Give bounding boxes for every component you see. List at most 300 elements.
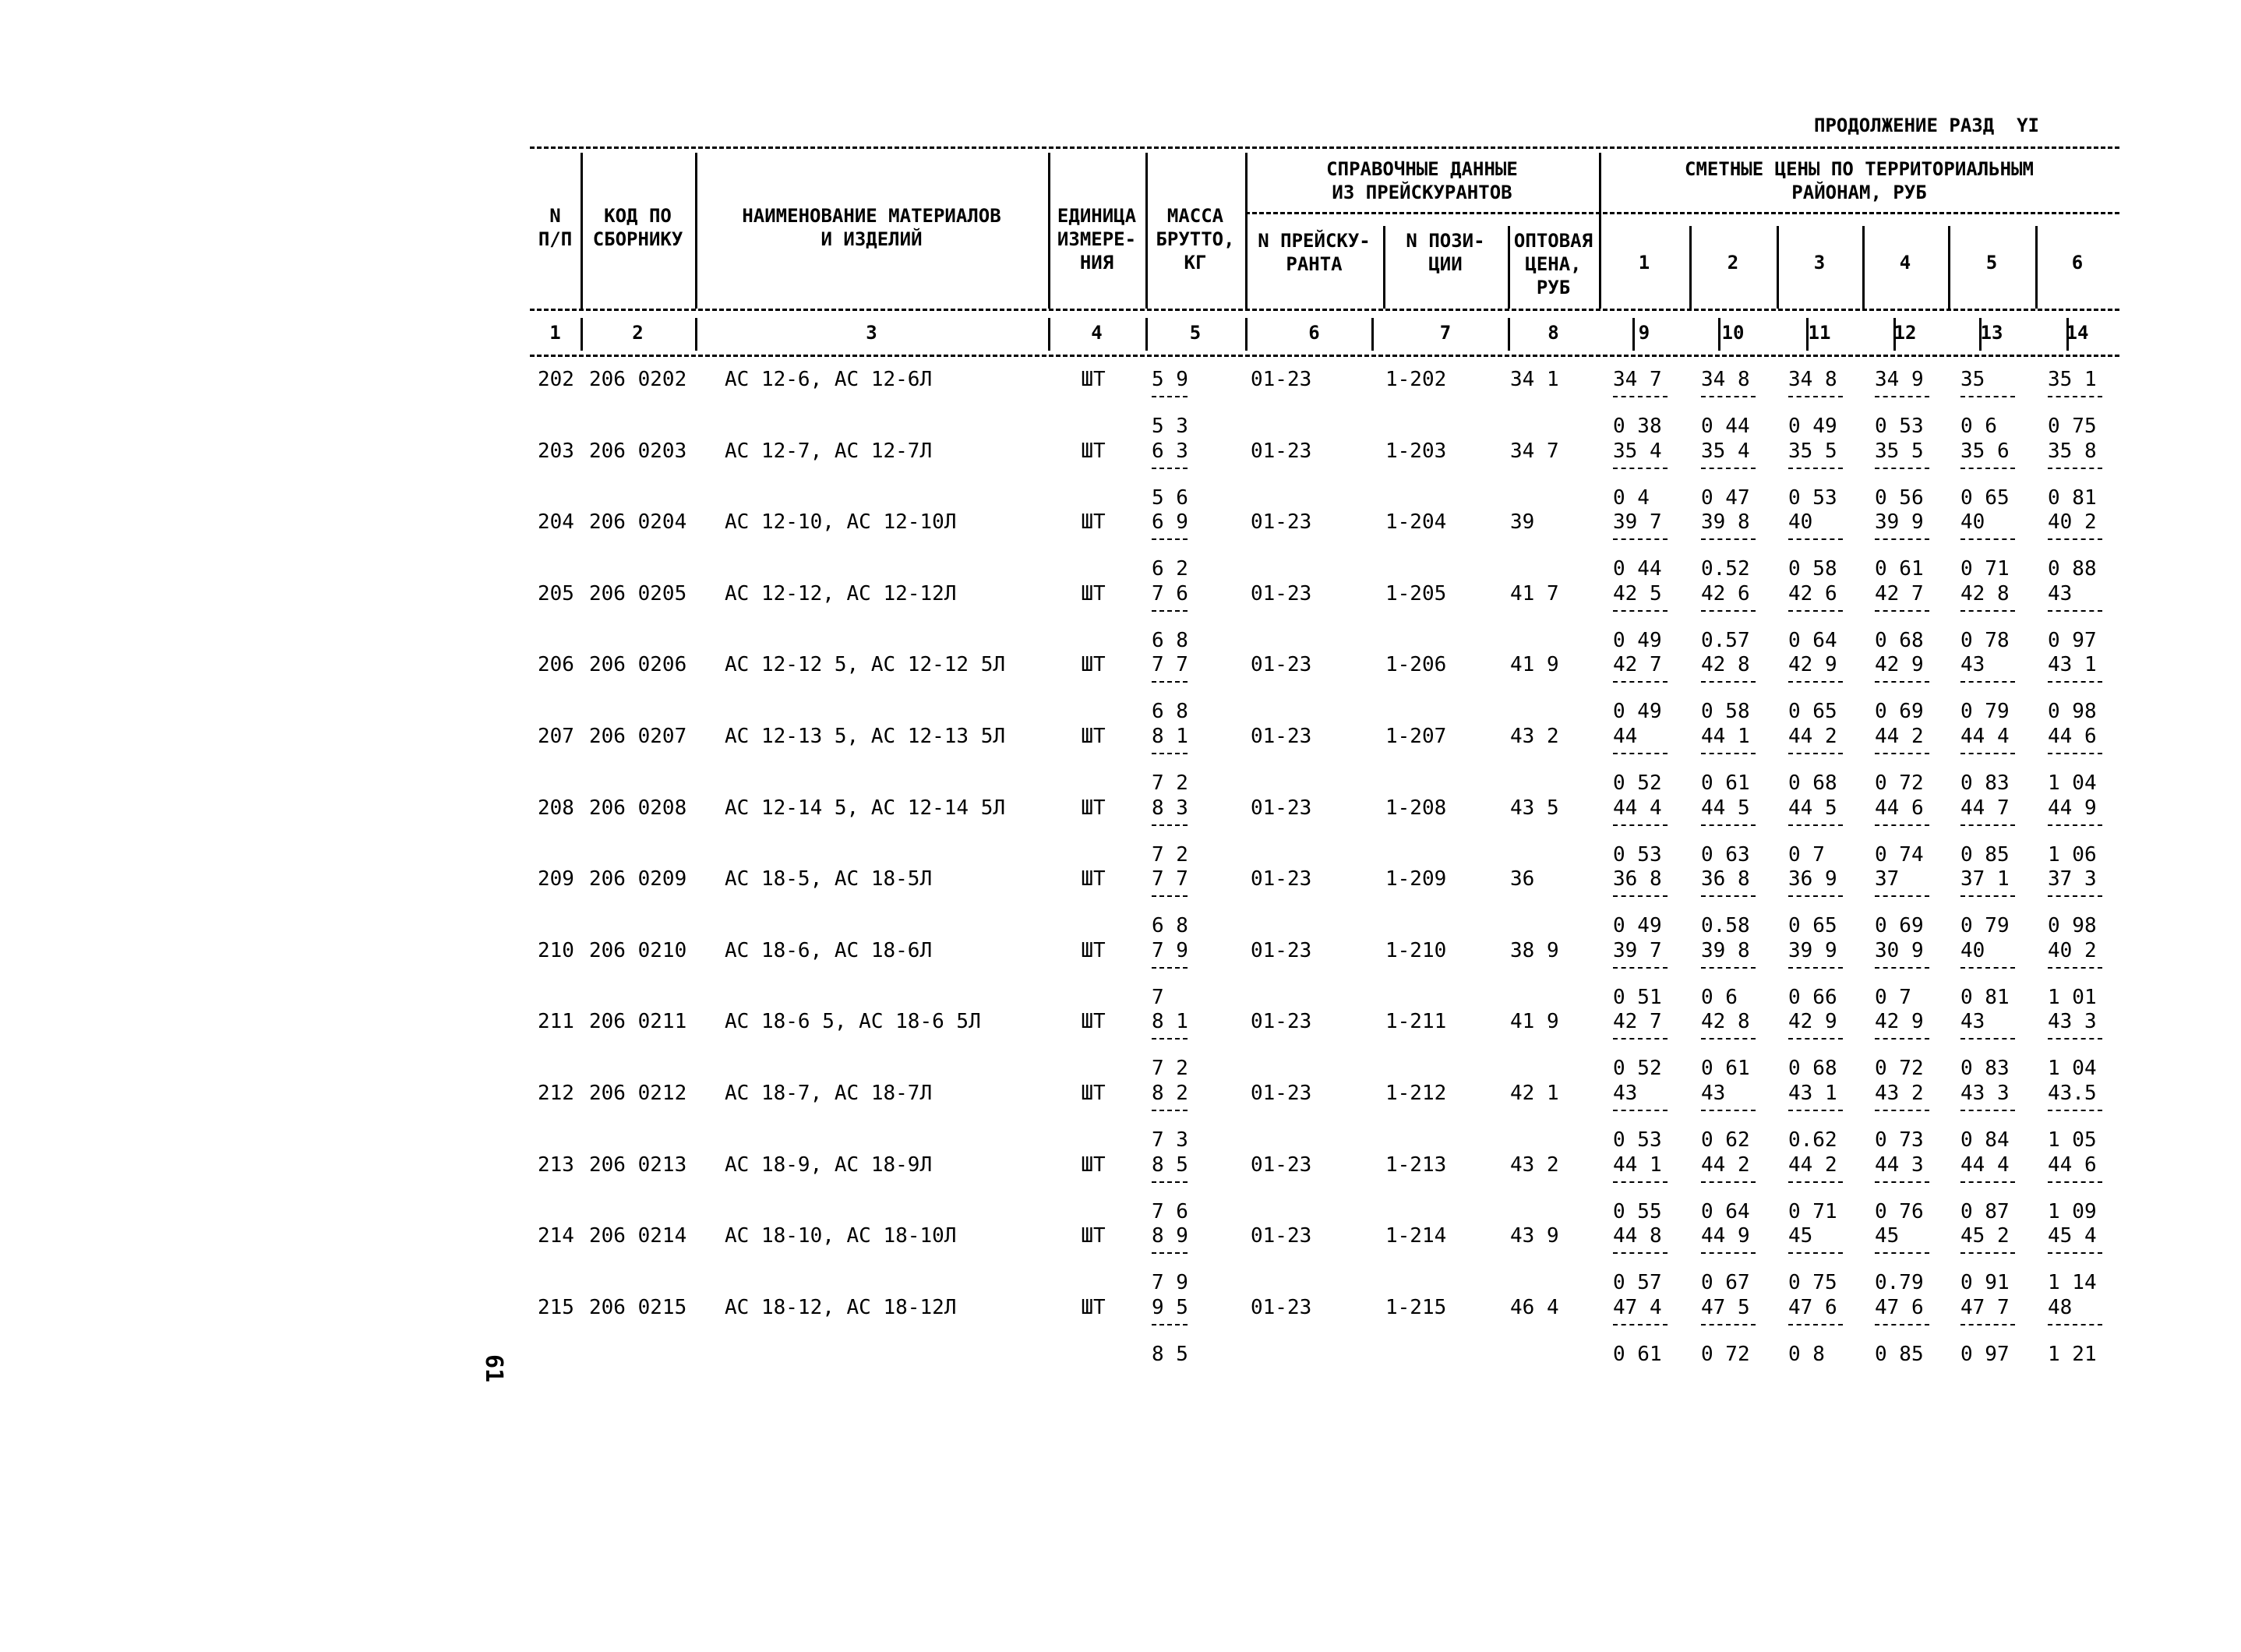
region-4-divider	[1875, 681, 1929, 683]
pricelist-number: 01-23	[1251, 939, 1312, 962]
material-code: 206 0203	[589, 439, 687, 463]
material-name: АС 12-7, АС 12-7Л	[725, 439, 933, 463]
gross-mass: 7 9	[1152, 939, 1188, 962]
region-5-supplement: 0 78	[1960, 629, 2010, 652]
material-name: АС 18-12, АС 18-12Л	[725, 1296, 957, 1319]
region-3-price: 43 1	[1788, 1082, 1837, 1105]
region-2-divider	[1701, 1038, 1756, 1040]
region-4-supplement: 0.79	[1875, 1271, 1924, 1294]
region-1-divider	[1613, 824, 1668, 826]
region-3-supplement: 0 58	[1788, 557, 1837, 581]
region-4-price: 39 9	[1875, 510, 1924, 534]
region-1-price: 47 4	[1613, 1296, 1662, 1319]
unit: ШТ	[1081, 439, 1106, 463]
unit: ШТ	[1081, 867, 1106, 891]
col-header-region-1: 1	[1638, 252, 1650, 274]
region-2-supplement: 0 62	[1701, 1128, 1750, 1152]
region-4-price: 44 3	[1875, 1153, 1924, 1177]
column-number-11: 11	[1808, 322, 1831, 344]
column-number-14: 14	[2066, 322, 2089, 344]
region-2-price: 36 8	[1701, 867, 1750, 891]
region-2-price: 44 5	[1701, 796, 1750, 820]
region-3-divider	[1788, 1252, 1843, 1254]
mass-secondary: 7	[1152, 986, 1164, 1009]
region-6-supplement: 1 09	[2048, 1200, 2097, 1223]
material-code: 206 0211	[589, 1010, 687, 1033]
wholesale-price: 43 2	[1510, 725, 1559, 748]
region-3-price: 39 9	[1788, 939, 1837, 962]
region-6-supplement: 1 21	[2048, 1343, 2097, 1366]
region-2-price: 34 8	[1701, 368, 1750, 391]
mass-divider	[1152, 1181, 1188, 1183]
col-header-unit: ЕДИНИЦА ИЗМЕРЕ- НИЯ	[1057, 205, 1137, 274]
unit: ШТ	[1081, 939, 1106, 962]
region-1-divider	[1613, 1038, 1668, 1040]
pricelist-number: 01-23	[1251, 582, 1312, 605]
material-code: 206 0207	[589, 725, 687, 748]
region-5-supplement: 0 79	[1960, 700, 2010, 723]
region-2-divider	[1701, 681, 1756, 683]
region-6-supplement: 0 98	[2048, 700, 2097, 723]
region-1-supplement: 0 49	[1613, 700, 1662, 723]
unit: ШТ	[1081, 1153, 1106, 1177]
region-3-supplement: 0 53	[1788, 486, 1837, 510]
unit: ШТ	[1081, 1010, 1106, 1033]
wholesale-price: 42 1	[1510, 1082, 1559, 1105]
region-2-supplement: 0.58	[1701, 914, 1750, 937]
region-2-supplement: 0 47	[1701, 486, 1750, 510]
region-2-supplement: 0 72	[1701, 1343, 1750, 1366]
region-6-supplement: 1 04	[2048, 771, 2097, 795]
region-1-supplement: 0 55	[1613, 1200, 1662, 1223]
position-number: 1-204	[1385, 510, 1447, 534]
wholesale-price: 34 1	[1510, 368, 1559, 391]
material-name: АС 12-6, АС 12-6Л	[725, 368, 933, 391]
gross-mass: 8 1	[1152, 725, 1188, 748]
region-6-price: 40 2	[2048, 939, 2097, 962]
material-name: АС 12-12 5, АС 12-12 5Л	[725, 653, 1006, 676]
region-3-divider	[1788, 1110, 1843, 1111]
gross-mass: 7 6	[1152, 582, 1188, 605]
col-header-prices-group: СМЕТНЫЕ ЦЕНЫ ПО ТЕРРИТОРИАЛЬНЫМ РАЙОНАМ, РУБ	[1685, 158, 2034, 203]
pricelist-number: 01-23	[1251, 1082, 1312, 1105]
position-number: 1-212	[1385, 1082, 1447, 1105]
region-5-supplement: 0 91	[1960, 1271, 2010, 1294]
region-1-divider	[1613, 1181, 1668, 1183]
col-header-name: НАИМЕНОВАНИЕ МАТЕРИАЛОВ И ИЗДЕЛИЙ	[742, 205, 1001, 250]
region-2-divider	[1701, 895, 1756, 897]
material-code: 206 0208	[589, 796, 687, 820]
pricelist-number: 01-23	[1251, 1010, 1312, 1033]
region-5-supplement: 0 83	[1960, 1057, 2010, 1080]
position-number: 1-203	[1385, 439, 1447, 463]
mass-secondary: 5 3	[1152, 415, 1188, 438]
region-5-price: 42 8	[1960, 582, 2010, 605]
region-6-divider	[2048, 396, 2102, 397]
region-4-price: 42 9	[1875, 653, 1924, 676]
gross-mass: 5 9	[1152, 368, 1188, 391]
region-6-divider	[2048, 1324, 2102, 1325]
region-1-divider	[1613, 538, 1668, 540]
col-header-code: КОД ПО СБОРНИКУ	[592, 205, 683, 250]
row-number: 211	[538, 1010, 574, 1033]
wholesale-price: 46 4	[1510, 1296, 1559, 1319]
region-4-divider	[1875, 824, 1929, 826]
region-2-divider	[1701, 967, 1756, 969]
region-4-price: 42 7	[1875, 582, 1924, 605]
unit: ШТ	[1081, 725, 1106, 748]
region-2-divider	[1701, 1110, 1756, 1111]
region-6-supplement: 0 75	[2048, 415, 2097, 438]
mass-divider	[1152, 895, 1188, 897]
region-2-supplement: 0.52	[1701, 557, 1750, 581]
region-4-price: 44 2	[1875, 725, 1924, 748]
region-4-divider	[1875, 468, 1929, 469]
region-1-divider	[1613, 967, 1668, 969]
region-1-divider	[1613, 753, 1668, 754]
region-5-divider	[1960, 681, 2015, 683]
region-6-supplement: 1 06	[2048, 843, 2097, 867]
mass-divider	[1152, 753, 1188, 754]
region-1-supplement: 0 49	[1613, 629, 1662, 652]
region-5-divider	[1960, 1038, 2015, 1040]
region-5-divider	[1960, 1181, 2015, 1183]
region-6-divider	[2048, 753, 2102, 754]
col-header-region-4: 4	[1899, 252, 1911, 274]
col-header-region-3: 3	[1813, 252, 1826, 274]
region-3-divider	[1788, 396, 1843, 397]
wholesale-price: 41 9	[1510, 653, 1559, 676]
region-3-price: 44 2	[1788, 1153, 1837, 1177]
region-4-supplement: 0 72	[1875, 1057, 1924, 1080]
region-6-divider	[2048, 824, 2102, 826]
region-3-price: 36 9	[1788, 867, 1837, 891]
region-3-divider	[1788, 753, 1843, 754]
mass-divider	[1152, 538, 1188, 540]
region-3-price: 42 9	[1788, 1010, 1837, 1033]
region-4-supplement: 0 74	[1875, 843, 1924, 867]
region-6-divider	[2048, 895, 2102, 897]
unit: ШТ	[1081, 368, 1106, 391]
region-2-divider	[1701, 610, 1756, 612]
column-number-13: 13	[1980, 322, 2003, 344]
material-code: 206 0209	[589, 867, 687, 891]
region-5-price: 35 6	[1960, 439, 2010, 463]
region-1-price: 43	[1613, 1082, 1638, 1105]
region-2-price: 43	[1701, 1082, 1726, 1105]
region-4-supplement: 0 68	[1875, 629, 1924, 652]
row-number: 214	[538, 1224, 574, 1248]
region-5-divider	[1960, 468, 2015, 469]
row-number: 202	[538, 368, 574, 391]
region-1-supplement: 0 61	[1613, 1343, 1662, 1366]
region-1-supplement: 0 53	[1613, 1128, 1662, 1152]
region-6-supplement: 1 01	[2048, 986, 2097, 1009]
mass-divider	[1152, 610, 1188, 612]
region-1-price: 34 7	[1613, 368, 1662, 391]
region-3-supplement: 0 68	[1788, 771, 1837, 795]
region-2-supplement: 0 6	[1701, 986, 1738, 1009]
row-number: 205	[538, 582, 574, 605]
region-5-price: 43	[1960, 653, 1985, 676]
region-5-price: 44 7	[1960, 796, 2010, 820]
position-number: 1-206	[1385, 653, 1447, 676]
mass-secondary: 8 5	[1152, 1343, 1188, 1366]
region-5-supplement: 0 87	[1960, 1200, 2010, 1223]
gross-mass: 6 9	[1152, 510, 1188, 534]
region-6-price: 44 6	[2048, 1153, 2097, 1177]
wholesale-price: 43 5	[1510, 796, 1559, 820]
region-5-price: 43 3	[1960, 1082, 2010, 1105]
mass-secondary: 7 2	[1152, 771, 1188, 795]
region-1-divider	[1613, 396, 1668, 397]
region-6-supplement: 1 05	[2048, 1128, 2097, 1152]
region-6-price: 35 1	[2048, 368, 2097, 391]
row-number: 213	[538, 1153, 574, 1177]
region-6-supplement: 0 97	[2048, 629, 2097, 652]
region-5-price: 44 4	[1960, 725, 2010, 748]
region-2-divider	[1701, 1324, 1756, 1325]
row-number: 206	[538, 653, 574, 676]
region-1-supplement: 0 44	[1613, 557, 1662, 581]
region-3-divider	[1788, 1038, 1843, 1040]
wholesale-price: 43 9	[1510, 1224, 1559, 1248]
region-2-supplement: 0 67	[1701, 1271, 1750, 1294]
region-3-divider	[1788, 538, 1843, 540]
material-name: АС 12-14 5, АС 12-14 5Л	[725, 796, 1006, 820]
region-6-divider	[2048, 967, 2102, 969]
region-3-supplement: 0 7	[1788, 843, 1825, 867]
region-3-price: 44 5	[1788, 796, 1837, 820]
region-4-price: 45	[1875, 1224, 1900, 1248]
region-5-price: 44 4	[1960, 1153, 2010, 1177]
material-code: 206 0204	[589, 510, 687, 534]
region-2-price: 47 5	[1701, 1296, 1750, 1319]
region-4-price: 30 9	[1875, 939, 1924, 962]
region-1-supplement: 0 52	[1613, 771, 1662, 795]
region-4-supplement: 0 85	[1875, 1343, 1924, 1366]
region-2-price: 42 6	[1701, 582, 1750, 605]
region-3-supplement: 0 66	[1788, 986, 1837, 1009]
region-5-divider	[1960, 1324, 2015, 1325]
col-header-n: N П/П	[538, 205, 573, 250]
mass-divider	[1152, 1110, 1188, 1111]
region-2-divider	[1701, 538, 1756, 540]
region-5-supplement: 0 85	[1960, 843, 2010, 867]
position-number: 1-207	[1385, 725, 1447, 748]
region-2-divider	[1701, 396, 1756, 397]
region-6-supplement: 0 81	[2048, 486, 2097, 510]
column-number-10: 10	[1721, 322, 1745, 344]
region-1-price: 42 7	[1613, 653, 1662, 676]
region-3-divider	[1788, 1324, 1843, 1325]
region-6-price: 43.5	[2048, 1082, 2097, 1105]
region-4-divider	[1875, 1110, 1929, 1111]
gross-mass: 8 9	[1152, 1224, 1188, 1248]
unit: ШТ	[1081, 653, 1106, 676]
mass-secondary: 6 8	[1152, 700, 1188, 723]
region-3-price: 35 5	[1788, 439, 1837, 463]
region-1-divider	[1613, 468, 1668, 469]
region-5-supplement: 0 79	[1960, 914, 2010, 937]
region-6-divider	[2048, 1252, 2102, 1254]
region-2-supplement: 0 64	[1701, 1200, 1750, 1223]
region-5-divider	[1960, 824, 2015, 826]
gross-mass: 6 3	[1152, 439, 1188, 463]
region-6-divider	[2048, 610, 2102, 612]
region-4-price: 37	[1875, 867, 1900, 891]
region-5-supplement: 0 81	[1960, 986, 2010, 1009]
mass-secondary: 7 6	[1152, 1200, 1188, 1223]
pricelist-number: 01-23	[1251, 725, 1312, 748]
mass-secondary: 6 8	[1152, 914, 1188, 937]
table-top-rule	[530, 146, 2119, 149]
region-1-supplement: 0 53	[1613, 843, 1662, 867]
region-2-divider	[1701, 824, 1756, 826]
region-5-divider	[1960, 1110, 2015, 1111]
region-1-divider	[1613, 1110, 1668, 1111]
region-6-divider	[2048, 538, 2102, 540]
column-number-5: 5	[1189, 322, 1202, 344]
pricelist-number: 01-23	[1251, 1296, 1312, 1319]
col-header-region-2: 2	[1727, 252, 1739, 274]
mass-secondary: 5 6	[1152, 486, 1188, 510]
region-2-divider	[1701, 1181, 1756, 1183]
column-number-8: 8	[1548, 322, 1559, 344]
region-3-supplement: 0 49	[1788, 415, 1837, 438]
region-6-divider	[2048, 468, 2102, 469]
row-number: 208	[538, 796, 574, 820]
region-6-price: 43 3	[2048, 1010, 2097, 1033]
region-1-supplement: 0 38	[1613, 415, 1662, 438]
region-4-divider	[1875, 1038, 1929, 1040]
region-2-supplement: 0 44	[1701, 415, 1750, 438]
region-2-price: 44 2	[1701, 1153, 1750, 1177]
material-code: 206 0202	[589, 368, 687, 391]
region-6-price: 45 4	[2048, 1224, 2097, 1248]
region-4-divider	[1875, 1181, 1929, 1183]
unit: ШТ	[1081, 796, 1106, 820]
region-4-supplement: 0 7	[1875, 986, 1911, 1009]
region-2-price: 42 8	[1701, 1010, 1750, 1033]
region-6-divider	[2048, 681, 2102, 683]
region-1-price: 42 7	[1613, 1010, 1662, 1033]
position-number: 1-214	[1385, 1224, 1447, 1248]
region-6-price: 43 1	[2048, 653, 2097, 676]
region-4-divider	[1875, 1252, 1929, 1254]
region-5-supplement: 0 71	[1960, 557, 2010, 581]
region-1-price: 44	[1613, 725, 1638, 748]
column-number-7: 7	[1439, 322, 1452, 344]
mass-secondary: 7 3	[1152, 1128, 1188, 1152]
region-6-price: 48	[2048, 1296, 2073, 1319]
mass-secondary: 7 9	[1152, 1271, 1188, 1294]
region-6-price: 44 9	[2048, 796, 2097, 820]
region-6-price: 40 2	[2048, 510, 2097, 534]
unit: ШТ	[1081, 1296, 1106, 1319]
pricelist-number: 01-23	[1251, 867, 1312, 891]
region-3-divider	[1788, 681, 1843, 683]
column-number-2: 2	[632, 322, 644, 344]
col-header-pricelist: N ПРЕЙСКУ- РАНТА	[1258, 230, 1371, 275]
region-4-supplement: 0 53	[1875, 415, 1924, 438]
row-number: 212	[538, 1082, 574, 1105]
region-1-price: 36 8	[1613, 867, 1662, 891]
gross-mass: 8 3	[1152, 796, 1188, 820]
wholesale-price: 41 7	[1510, 582, 1559, 605]
region-1-price: 42 5	[1613, 582, 1662, 605]
material-code: 206 0210	[589, 939, 687, 962]
region-6-price: 35 8	[2048, 439, 2097, 463]
unit: ШТ	[1081, 1082, 1106, 1105]
region-5-price: 37 1	[1960, 867, 2010, 891]
position-number: 1-209	[1385, 867, 1447, 891]
page-title: ПРОДОЛЖЕНИЕ РАЗД YI	[1814, 115, 2039, 136]
gross-mass: 7 7	[1152, 653, 1188, 676]
mass-divider	[1152, 396, 1188, 397]
material-code: 206 0215	[589, 1296, 687, 1319]
material-code: 206 0213	[589, 1153, 687, 1177]
position-number: 1-211	[1385, 1010, 1447, 1033]
col-header-region-6: 6	[2071, 252, 2084, 274]
region-4-divider	[1875, 753, 1929, 754]
region-4-supplement: 0 69	[1875, 914, 1924, 937]
region-2-price: 44 9	[1701, 1224, 1750, 1248]
region-5-price: 35	[1960, 368, 1985, 391]
region-5-divider	[1960, 967, 2015, 969]
region-1-divider	[1613, 610, 1668, 612]
region-6-price: 44 6	[2048, 725, 2097, 748]
pricelist-number: 01-23	[1251, 510, 1312, 534]
region-1-price: 44 8	[1613, 1224, 1662, 1248]
region-3-price: 42 6	[1788, 582, 1837, 605]
col-header-ref-group: СПРАВОЧНЫЕ ДАННЫЕ ИЗ ПРЕЙСКУРАНТОВ	[1326, 158, 1518, 203]
region-2-price: 35 4	[1701, 439, 1750, 463]
region-5-price: 40	[1960, 510, 1985, 534]
region-4-divider	[1875, 1324, 1929, 1325]
region-1-supplement: 0 49	[1613, 914, 1662, 937]
region-6-supplement: 0 88	[2048, 557, 2097, 581]
region-3-divider	[1788, 468, 1843, 469]
mass-divider	[1152, 967, 1188, 969]
material-name: АС 18-7, АС 18-7Л	[725, 1082, 933, 1105]
region-6-divider	[2048, 1038, 2102, 1040]
region-4-supplement: 0 56	[1875, 486, 1924, 510]
unit: ШТ	[1081, 1224, 1106, 1248]
region-6-supplement: 0 98	[2048, 914, 2097, 937]
position-number: 1-215	[1385, 1296, 1447, 1319]
material-name: АС 12-13 5, АС 12-13 5Л	[725, 725, 1006, 748]
column-number-9: 9	[1638, 322, 1650, 344]
region-4-price: 44 6	[1875, 796, 1924, 820]
region-1-price: 44 1	[1613, 1153, 1662, 1177]
pricelist-number: 01-23	[1251, 1153, 1312, 1177]
column-number-6: 6	[1308, 322, 1320, 344]
material-name: АС 18-6 5, АС 18-6 5Л	[725, 1010, 981, 1033]
gross-mass: 8 2	[1152, 1082, 1188, 1105]
row-number: 207	[538, 725, 574, 748]
region-1-divider	[1613, 1324, 1668, 1325]
gross-mass: 8 5	[1152, 1153, 1188, 1177]
gross-mass: 9 5	[1152, 1296, 1188, 1319]
region-4-price: 35 5	[1875, 439, 1924, 463]
col-header-mass: МАССА БРУТТО, КГ	[1156, 205, 1235, 274]
region-3-divider	[1788, 610, 1843, 612]
region-3-divider	[1788, 967, 1843, 969]
region-6-supplement: 1 04	[2048, 1057, 2097, 1080]
col-header-position: N ПОЗИ- ЦИИ	[1406, 230, 1485, 275]
material-code: 206 0205	[589, 582, 687, 605]
